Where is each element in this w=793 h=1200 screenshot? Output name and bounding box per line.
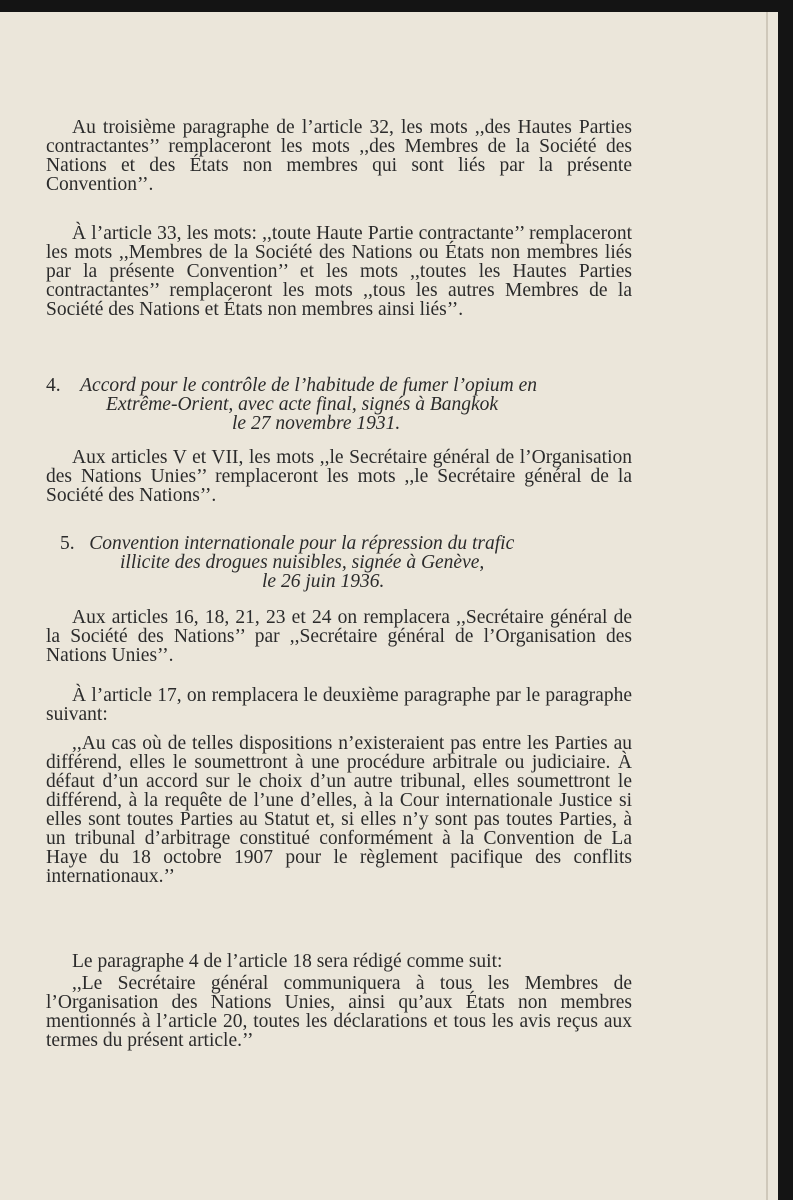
- section-5-title-1: Convention internationale pour la répression du trafic: [89, 533, 515, 554]
- paragraph-articles-v-vii: Aux articles V et VII, les mots ,,le Secrétaire général de l’Organisation des Nations Unies’’ remplaceront les mots ,,le Secrétaire général de la Société des Nations’’.: [46, 447, 632, 506]
- section-4-title-3: le 27 novembre 1931.: [232, 413, 401, 434]
- section-4-title-2: Extrême-Orient, avec acte final, signés à Bangkok: [106, 394, 499, 415]
- document-page: [0, 12, 778, 1200]
- section-5-title-3: le 26 juin 1936.: [262, 571, 385, 592]
- paragraph-article-32: Au troisième paragraphe de l’article 32, les mots ,,des Hautes Parties contractantes’’ remplaceront les mots ,,des Membres de la Société des Nations et des États non membres qui sont liés par la présente Convention’’.: [46, 117, 632, 195]
- paragraph-article-17: À l’article 17, on remplacera le deuxième paragraphe par le paragraphe suivant:: [46, 685, 632, 725]
- paragraph-article-18: Le paragraphe 4 de l’article 18 sera rédigé comme suit:: [72, 951, 503, 972]
- section-4-heading: [46, 376, 632, 433]
- paragraph-article-18-quote: ,,Le Secrétaire général communiquera à tous les Membres de l’Organisation des Nations Unies, ainsi qu’aux États non membres mentionnés à l’article 20, toutes les déclarations et tous les avis reçus aux termes du présent article.’’: [46, 973, 632, 1051]
- section-5-line-1: [46, 534, 632, 553]
- section-5-title-2: illicite des drogues nuisibles, signée à Genève,: [120, 552, 485, 573]
- section-4-title-1: Accord pour le contrôle de l’habitude de fumer l’opium en: [80, 375, 538, 396]
- paragraph-articles-16-24: Aux articles 16, 18, 21, 23 et 24 on remplacera ,,Secrétaire général de la Société des Nations’’ par ,,Secrétaire général de l’Organisation des Nations Unies’’.: [46, 607, 632, 666]
- section-5-heading: [46, 534, 632, 591]
- paragraph-article-33: À l’article 33, les mots: ,,toute Haute Partie contractante’’ remplaceront les mots ,,Membres de la Société des Nations ou États non membres liés par la présente Convention’’ et les mots ,,toutes les Hautes Parties contractantes’’ remplaceront les mots ,,tous les autres Membres de la Société des Nations et États non membres ainsi liés’’.: [46, 223, 632, 320]
- paragraph-article-17-quote: ,,Au cas où de telles dispositions n’existeraient pas entre les Parties au différend, elles le soumettront à une procédure arbitrale ou judiciaire. À défaut d’un accord sur le choix d’un autre tribunal, elles soumettront le différend, à la requête de l’une d’elles, à la Cour internationale Justice si elles sont toutes Parties au Statut et, si elles n’y sont pas toutes Parties, à un tribunal d’arbitrage constitué conformément à la Convention de La Haye du 18 octobre 1907 pour le règlement pacifique des conflits internationaux.’’: [46, 733, 632, 887]
- page-edge: [766, 12, 768, 1200]
- section-4-number: 4.: [46, 375, 61, 396]
- section-4-line-1: [46, 376, 632, 395]
- section-5-number: 5.: [60, 533, 75, 554]
